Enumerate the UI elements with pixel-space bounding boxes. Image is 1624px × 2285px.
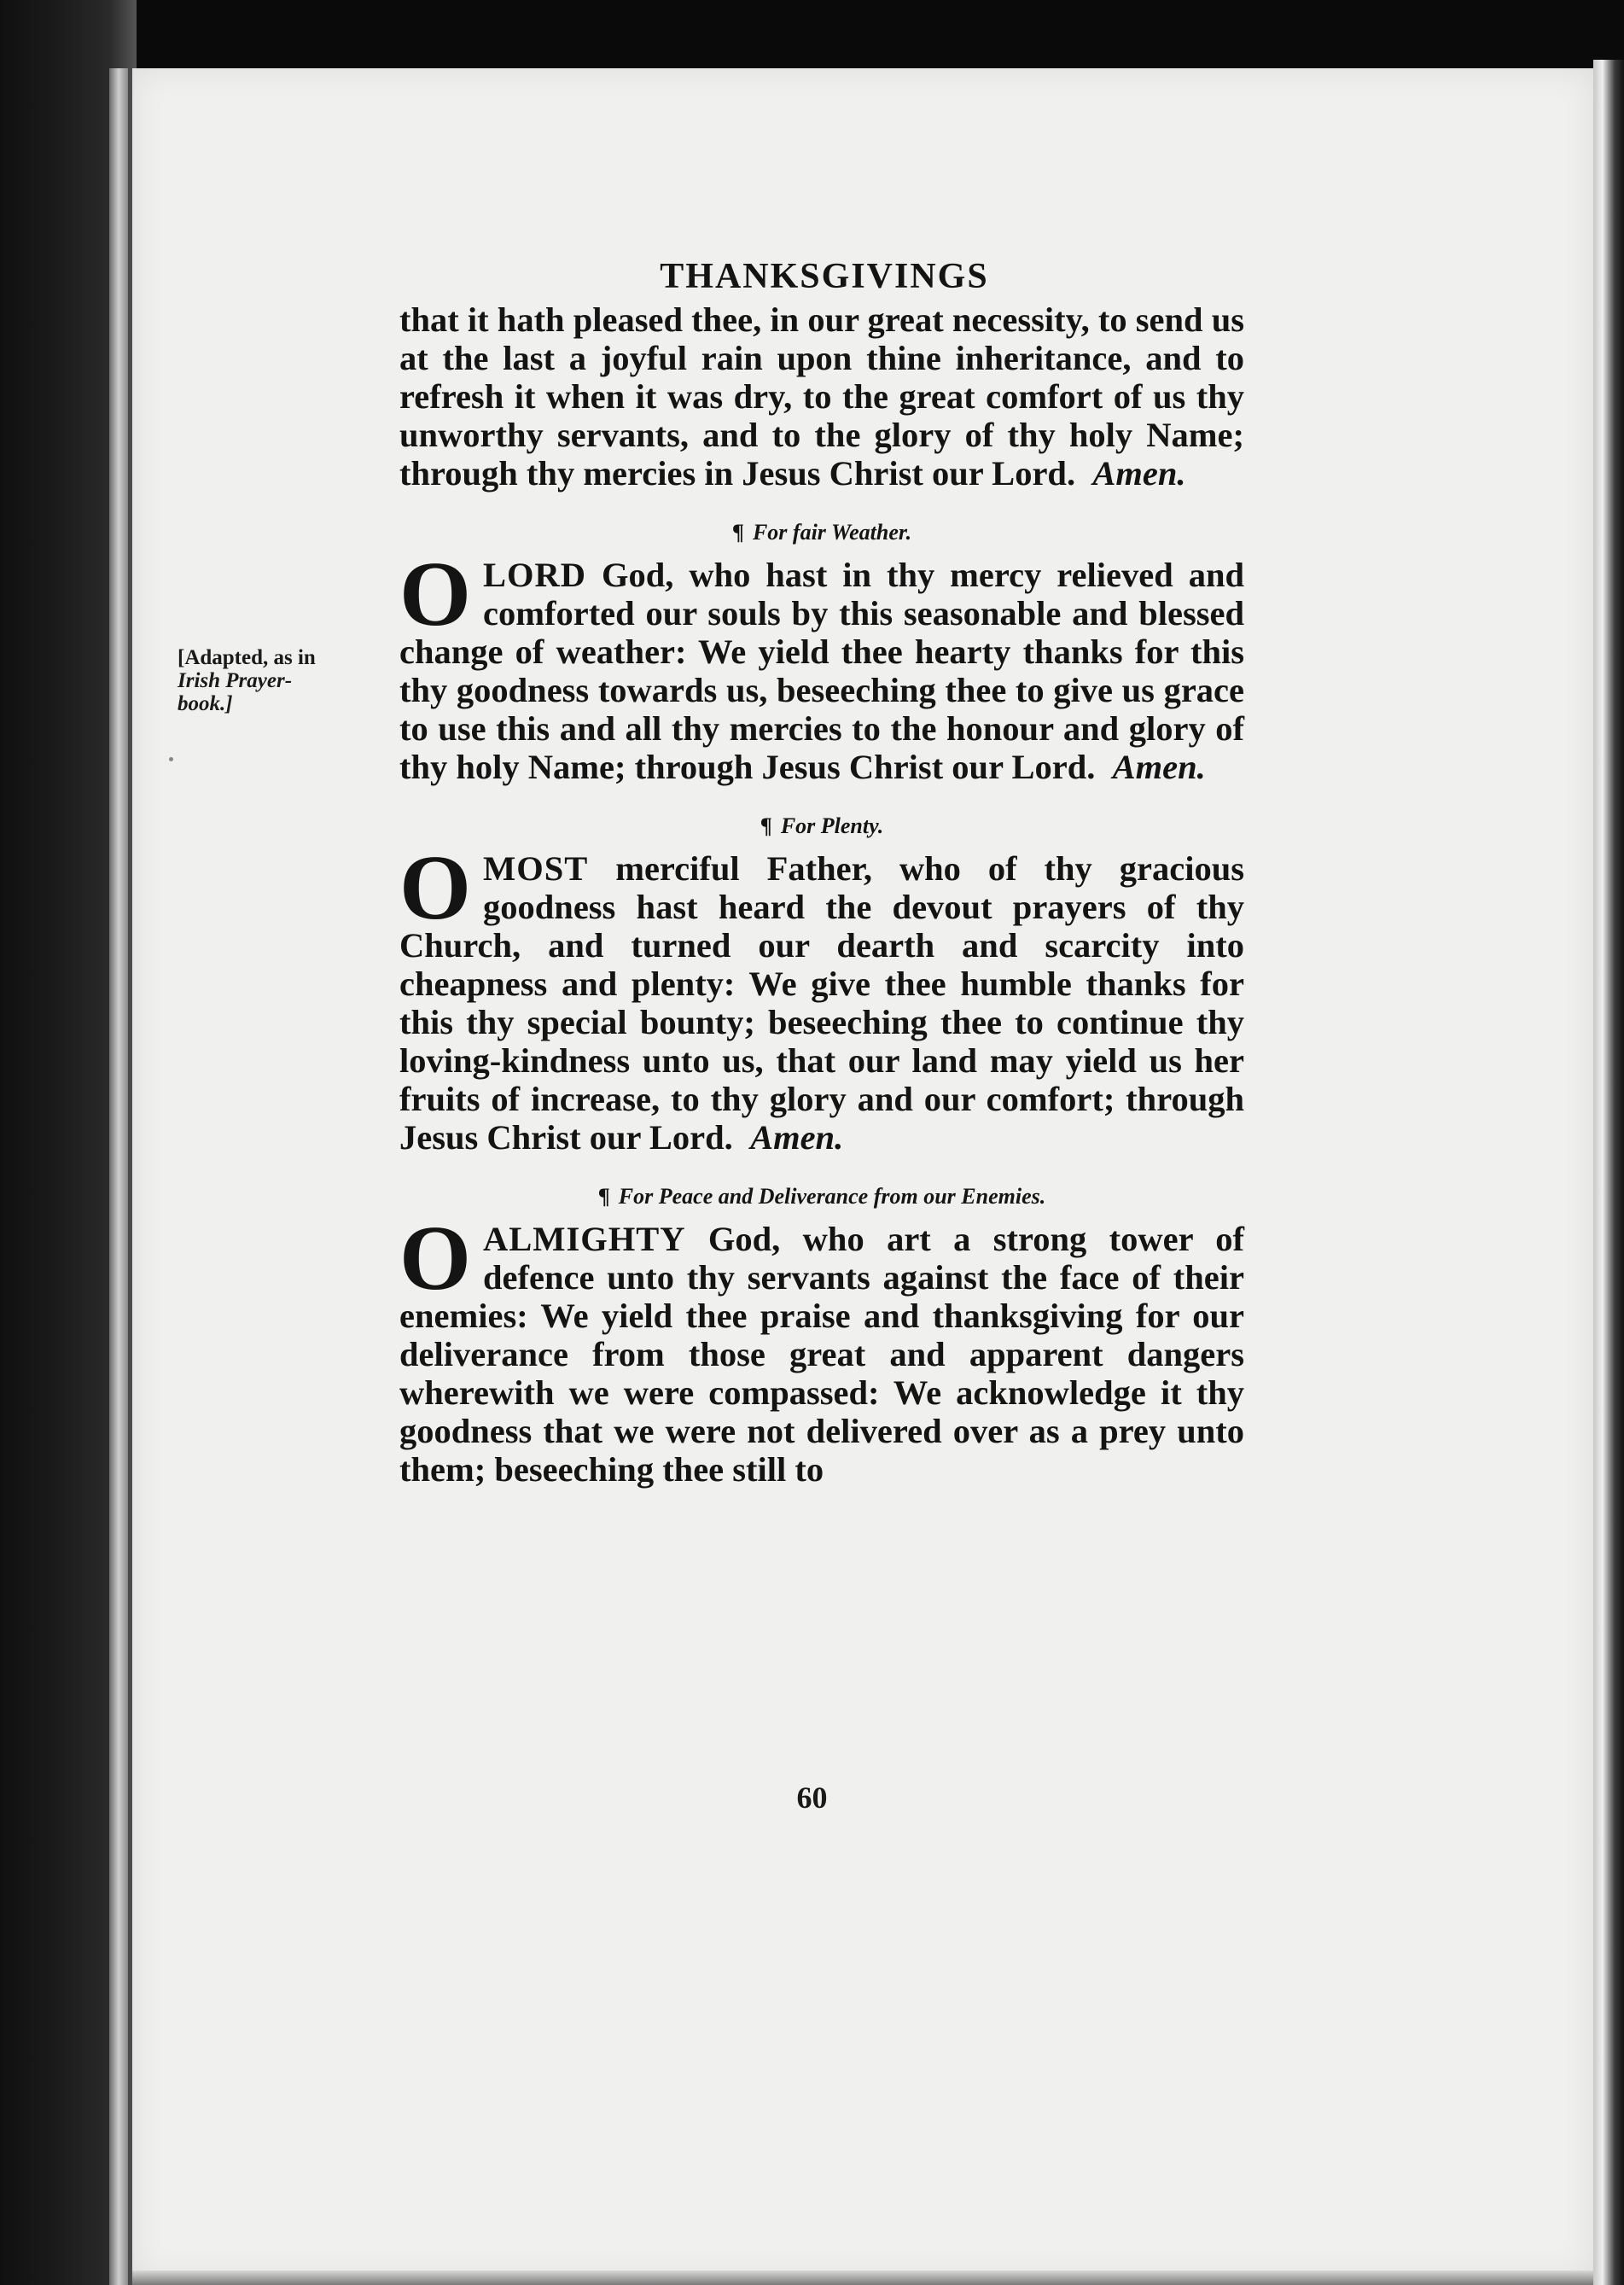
pilcrow-icon: ¶ — [597, 1184, 610, 1209]
film-edge-strip — [109, 68, 128, 2285]
prayer-lead-word: ALMIGHTY — [483, 1220, 686, 1258]
drop-cap: O — [399, 837, 472, 939]
rubric-peace-deliverance — [399, 1184, 1244, 1210]
rubric-text: For Plenty. — [780, 813, 884, 838]
margin-note — [178, 646, 378, 715]
prayer-text: God, who art a strong tower of defence unto thy servants against the face of their enemies: We yield thee praise and thanksgiving for our deliverance from those great and apparent dangers wherewith we were compassed: We acknowledge it thy goodness that we were not delivered over as a prey unto them; beseeching thee still to — [399, 1220, 1244, 1489]
margin-note-line-2: Irish Prayer- — [178, 669, 293, 692]
rubric-text: For Peace and Deliverance from our Enemies. — [618, 1184, 1046, 1209]
rubric-plenty — [399, 813, 1244, 839]
prayer-lead-word: MOST — [483, 849, 589, 888]
prayer-plenty — [399, 837, 1244, 1157]
prayer-text: God, who hast in thy mercy relieved and comforted our souls by this seasonable and blessed change of weather: We yield thee hearty thanks for this thy goodness towards us, beseeching thee to give us grace to use this and all thy mercies to the honour and glory of thy holy Name; through Jesus Christ our Lord. — [399, 556, 1244, 786]
prayer-amen: Amen. — [750, 1118, 844, 1157]
page-number: 60 — [796, 1781, 828, 1815]
prayer-text: merciful Father, who of thy gracious goodness hast heard the devout prayers of thy Church, and turned our dearth and scarcity into cheapness and plenty: We give thee humble thanks for this thy special bounty; beseeching thee to continue thy loving-kindness unto us, that our land may yield us her fruits of increase, to thy glory and our comfort; through Jesus Christ our Lord. — [399, 849, 1244, 1157]
pilcrow-icon: ¶ — [731, 520, 744, 545]
prayer-fair-weather — [399, 544, 1244, 786]
margin-note-line-3: book.] — [178, 692, 233, 715]
continuation-paragraph — [399, 300, 1244, 493]
prayer-peace-deliverance — [399, 1208, 1244, 1489]
running-head: THANKSGIVINGS — [660, 257, 989, 296]
text-block — [399, 256, 1244, 1489]
page-bottom-edge — [132, 2270, 1593, 2285]
drop-cap: O — [399, 544, 472, 645]
margin-note-line-1: [Adapted, as in — [178, 646, 316, 669]
film-border-top — [0, 0, 1624, 68]
drop-cap: O — [399, 1208, 472, 1309]
rubric-text: For fair Weather. — [752, 520, 912, 545]
continuation-text: that it hath pleased thee, in our great necessity, to send us at the last a joyful rain upon thine inheritance, and to refresh it when it was dry, to the great comfort of us thy unworthy servants, and to the glory of thy holy Name; through thy mercies in Jesus Christ our Lord. — [399, 300, 1244, 493]
continuation-amen: Amen. — [1092, 454, 1186, 493]
page-right-edge — [1593, 60, 1624, 2285]
prayer-lead-word: LORD — [483, 556, 587, 594]
rubric-fair-weather — [399, 520, 1244, 545]
prayer-amen: Amen. — [1112, 748, 1206, 786]
paper-speck — [169, 757, 173, 761]
pilcrow-icon: ¶ — [760, 813, 772, 838]
